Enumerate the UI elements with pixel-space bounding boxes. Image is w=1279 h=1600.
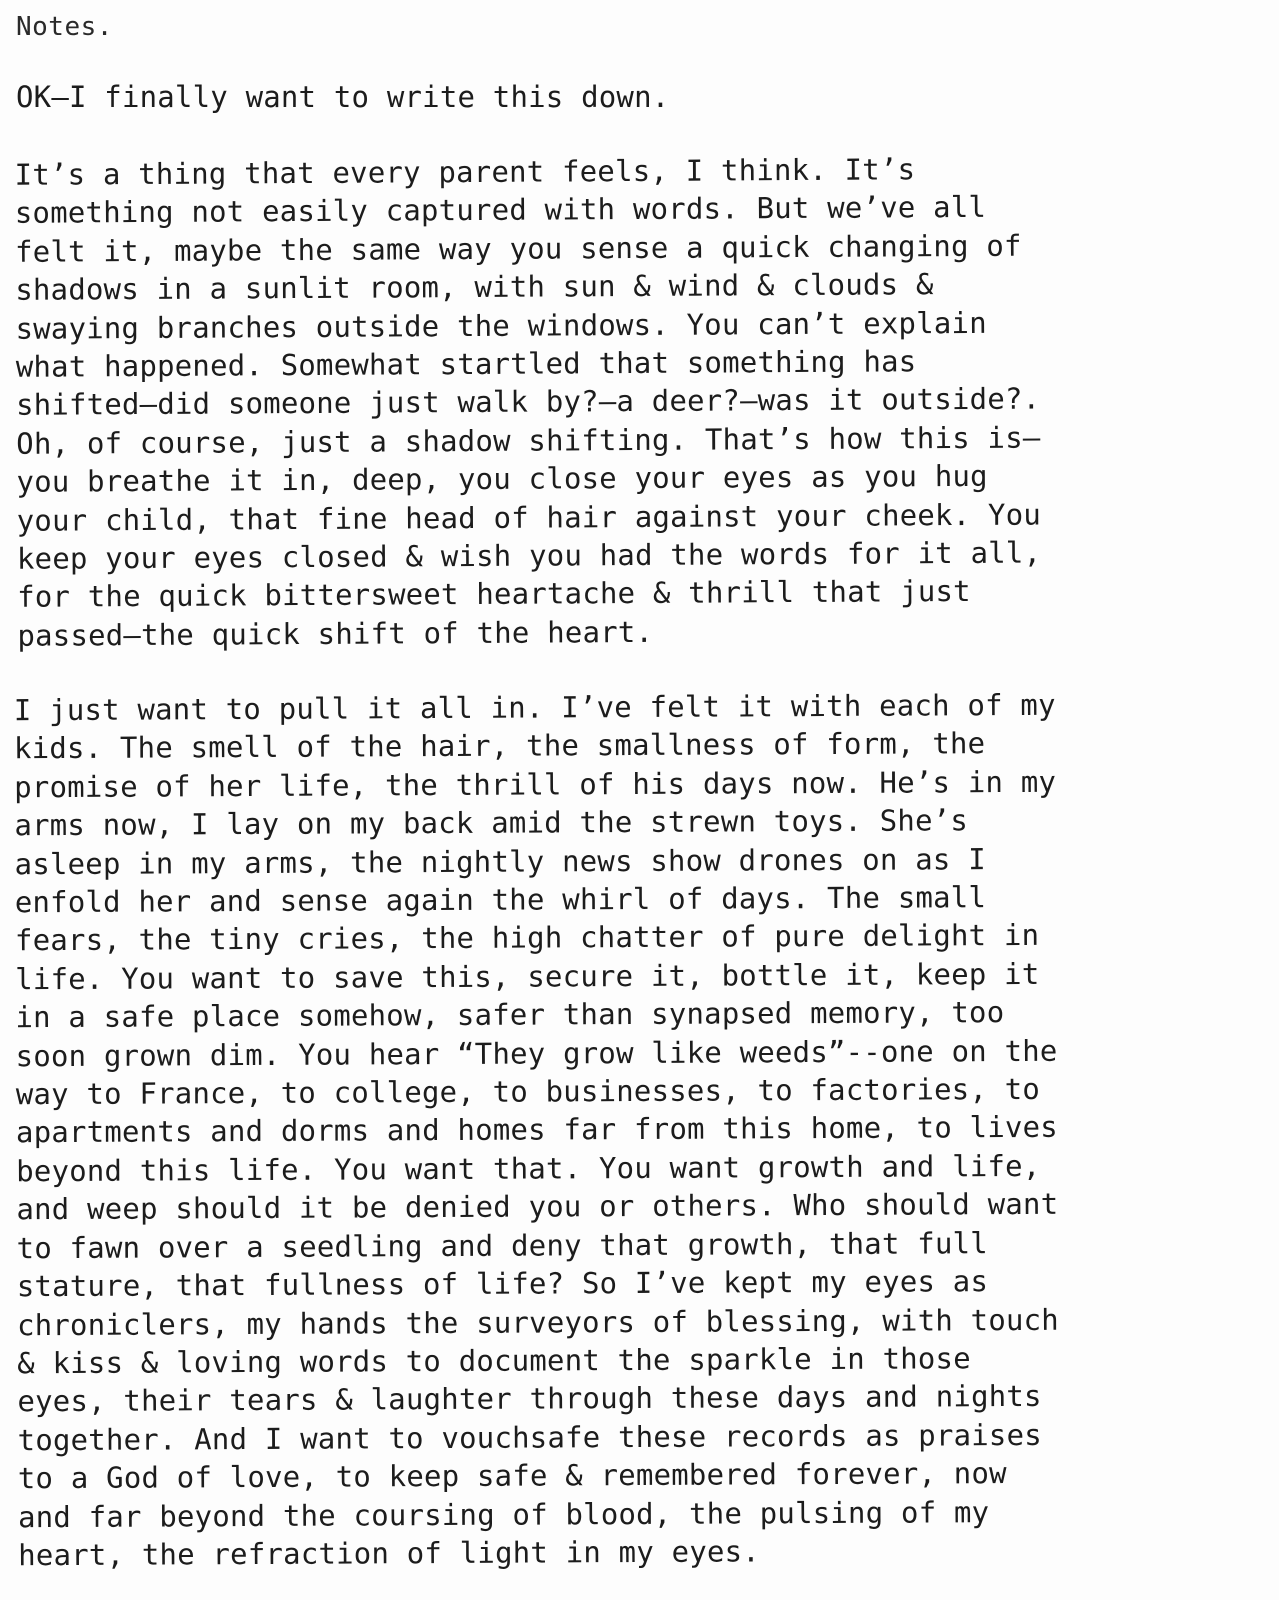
- text-line: I just want to pull it all in. I’ve felt it with each of my: [13, 687, 1056, 727]
- text-line: your child, that fine head of hair against your cheek. You: [16, 497, 1042, 538]
- text-line: eyes, their tears & laughter through these days and nights: [17, 1378, 1042, 1419]
- page-heading: Notes.: [16, 12, 113, 42]
- text-line: beyond this life. You want that. You want growth and life,: [16, 1148, 1041, 1188]
- text-line: in a safe place somehow, safer than synapsed memory, too: [15, 995, 1005, 1035]
- text-line: what happened. Somewhat startled that something has: [15, 344, 917, 385]
- text-line: arms now, I lay on my back amid the strewn toys. She’s: [14, 803, 969, 843]
- paragraph-3: [14, 684, 1262, 1574]
- text-line: Oh, of course, just a shadow shifting. That’s how this is—: [16, 420, 1041, 462]
- text-line: promise of her life, the thrill of his days now. He’s in my: [14, 764, 1057, 804]
- text-line: and far beyond the coursing of blood, the pulsing of my: [17, 1494, 990, 1534]
- text-line: way to France, to college, to businesses, to factories, to: [15, 1071, 1041, 1112]
- text-line: for the quick bittersweet heartache & thrill that just: [17, 574, 971, 615]
- text-line: enfold her and sense again the whirl of days. The small: [14, 879, 987, 919]
- text-line: shadows in a sunlit room, with sun & wind & clouds &: [15, 267, 934, 308]
- text-line: & kiss & loving words to document the sparkle in those: [17, 1340, 971, 1380]
- text-line: heart, the refraction of light in my eyes.: [18, 1533, 761, 1572]
- text-line: you breathe it in, deep, you close your eyes as you hug: [16, 459, 988, 500]
- text-line: It’s a thing that every parent feels, I think. It’s: [14, 152, 916, 193]
- body-text: [13, 78, 1259, 1572]
- text-line: something not easily captured with words. But we’ve all: [14, 190, 987, 231]
- text-line: life. You want to save this, secure it, bottle it, keep it: [15, 956, 1040, 996]
- text-line: to a God of love, to keep safe & remembered forever, now: [17, 1455, 1007, 1496]
- text-line: together. And I want to vouchsafe these records as praises: [17, 1417, 1042, 1457]
- text-line: asleep in my arms, the nightly news show drones on as I: [14, 841, 986, 881]
- text-line: stature, that fullness of life? So I’ve kept my eyes as: [16, 1263, 989, 1304]
- text-line: OK—I finally want to write this down.: [16, 80, 670, 114]
- text-line: fears, the tiny cries, the high chatter of pure delight in: [14, 918, 1040, 958]
- text-line: to fawn over a seedling and deny that growth, that full: [16, 1225, 988, 1265]
- text-line: chroniclers, my hands the surveyors of blessing, with touch: [16, 1301, 1060, 1342]
- text-line: shifted—did someone just walk by?—a deer?—was it outside?.: [15, 382, 1041, 423]
- paragraph-1: [16, 78, 1259, 116]
- text-line: passed—the quick shift of the heart.: [17, 615, 654, 654]
- text-line: felt it, maybe the same way you sense a quick changing of: [14, 228, 1022, 270]
- text-line: apartments and dorms and homes far from this home, to lives: [15, 1109, 1059, 1150]
- text-line: soon grown dim. You hear “They grow like weeds”--one on the: [15, 1033, 1058, 1073]
- paragraph-2: [14, 149, 1260, 656]
- text-line: and weep should it be denied you or others. Who should want: [16, 1186, 1059, 1227]
- text-line: kids. The smell of the hair, the smallness of form, the: [13, 726, 986, 766]
- text-line: swaying branches outside the windows. You can’t explain: [15, 305, 987, 346]
- text-line: keep your eyes closed & wish you had the words for it all,: [16, 536, 1042, 577]
